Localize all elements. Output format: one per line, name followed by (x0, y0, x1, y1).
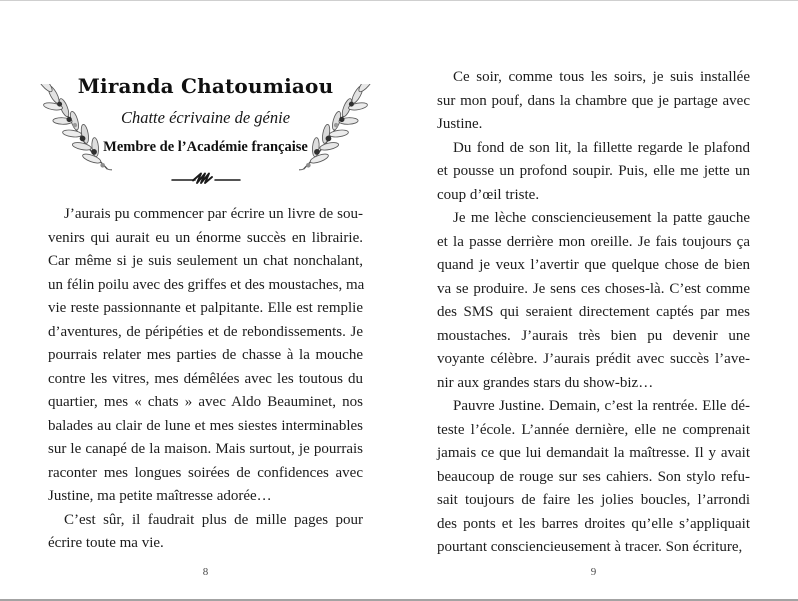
text-line: contre les vitres, mes démêlées avec les toutous du (48, 370, 363, 387)
author-affiliation: Membre de l’Académie française (103, 139, 308, 155)
text-line: sur mon pouf, dans la chambre que je partage avec (437, 92, 750, 109)
left-page-number: 8 (202, 566, 209, 578)
text-line: Pauvre Justine. Demain, c’est la rentrée. Elle dé- (453, 398, 750, 414)
text-line: écrire toute ma vie. (48, 535, 164, 551)
right-page (437, 0, 750, 601)
text-line: pourrais relater mes parties de chasse à la mouche (48, 347, 363, 363)
text-line: moustaches. J’aurais très bien pu devenir une (437, 327, 750, 344)
text-line: vie reste passionnante et palpitante. Elle est remplie (48, 300, 363, 316)
author-name-title: Miranda Chatoumiaou (77, 74, 334, 98)
text-line: d’aventures, de péripéties et de rebondissements. Je (48, 323, 363, 340)
text-line: sur le canapé de la maison. Mais surtout, je pourrais (48, 441, 363, 457)
left-page (48, 0, 363, 601)
text-line: quand je veux l’avertir que quelque chose de bien (437, 257, 750, 273)
author-subtitle: Chatte écrivaine de génie (120, 108, 291, 127)
right-page-body (437, 66, 750, 560)
text-line: sait toujours de faire les jolies boucles, l’arrondi (437, 492, 750, 508)
text-line: Ce soir, comme tous les soirs, je suis installée (453, 69, 750, 85)
text-line: venirs qui aurait eu un énorme succès en librairie. (48, 229, 363, 246)
text-line: Je me lèche consciencieusement la patte gauche (453, 210, 750, 226)
text-line: et pousse un profond soupir. Puis, elle me jette un (437, 163, 750, 179)
text-line: raconter mes longues soirées de confidences avec (48, 464, 363, 481)
text-line: et la passe derrière mon oreille. Je fais toujours ça (437, 233, 750, 250)
text-line: jamais ce que lui demandait la maîtresse. Il y avait (437, 445, 750, 461)
text-line: pourtant consciencieusement à tracer. Son écriture, (437, 539, 743, 555)
text-line: des SMS qui seraient directement captés par mes (437, 304, 750, 320)
text-line: beaucoup de rouge sur ses cahiers. Son stylo refu- (437, 468, 750, 485)
right-page-number: 9 (590, 566, 597, 578)
text-line: voyante célèbre. J’aurais prédit avec succès l’ave- (437, 351, 750, 367)
text-line: balades au clair de lune et mes siestes interminables (48, 417, 363, 434)
text-line: va se produire. Je sens ces choses-là. C’est comme (437, 280, 750, 297)
text-line: des ponts et les barres droites qu’elle s’appliquait (437, 515, 750, 532)
text-line: C’est sûr, il faudrait plus de mille pages pour (64, 511, 363, 528)
text-line: un félin poilu avec des griffes et des moustaches, ma (48, 276, 365, 293)
text-line: J’aurais pu commencer par écrire un livre de sou- (64, 206, 363, 222)
text-line: quartier, mes « chats » avec Aldo Beauminet, nos (48, 394, 363, 410)
text-line: coup d’œil triste. (437, 186, 540, 203)
text-line: nir aux grandes stars du show-biz… (437, 374, 654, 391)
text-line: teste l’école. L’année dernière, elle ne comprenait (437, 421, 750, 438)
text-line: Car même si je suis seulement un chat nonchalant, (48, 253, 363, 269)
text-line: Justine, ma petite maîtresse adorée… (48, 488, 272, 504)
text-line: Justine. (437, 116, 483, 132)
text-line: Du fond de son lit, la fillette regarde le plafond (453, 139, 750, 156)
rope-twist-divider-icon (48, 171, 363, 187)
left-page-body (48, 203, 363, 556)
